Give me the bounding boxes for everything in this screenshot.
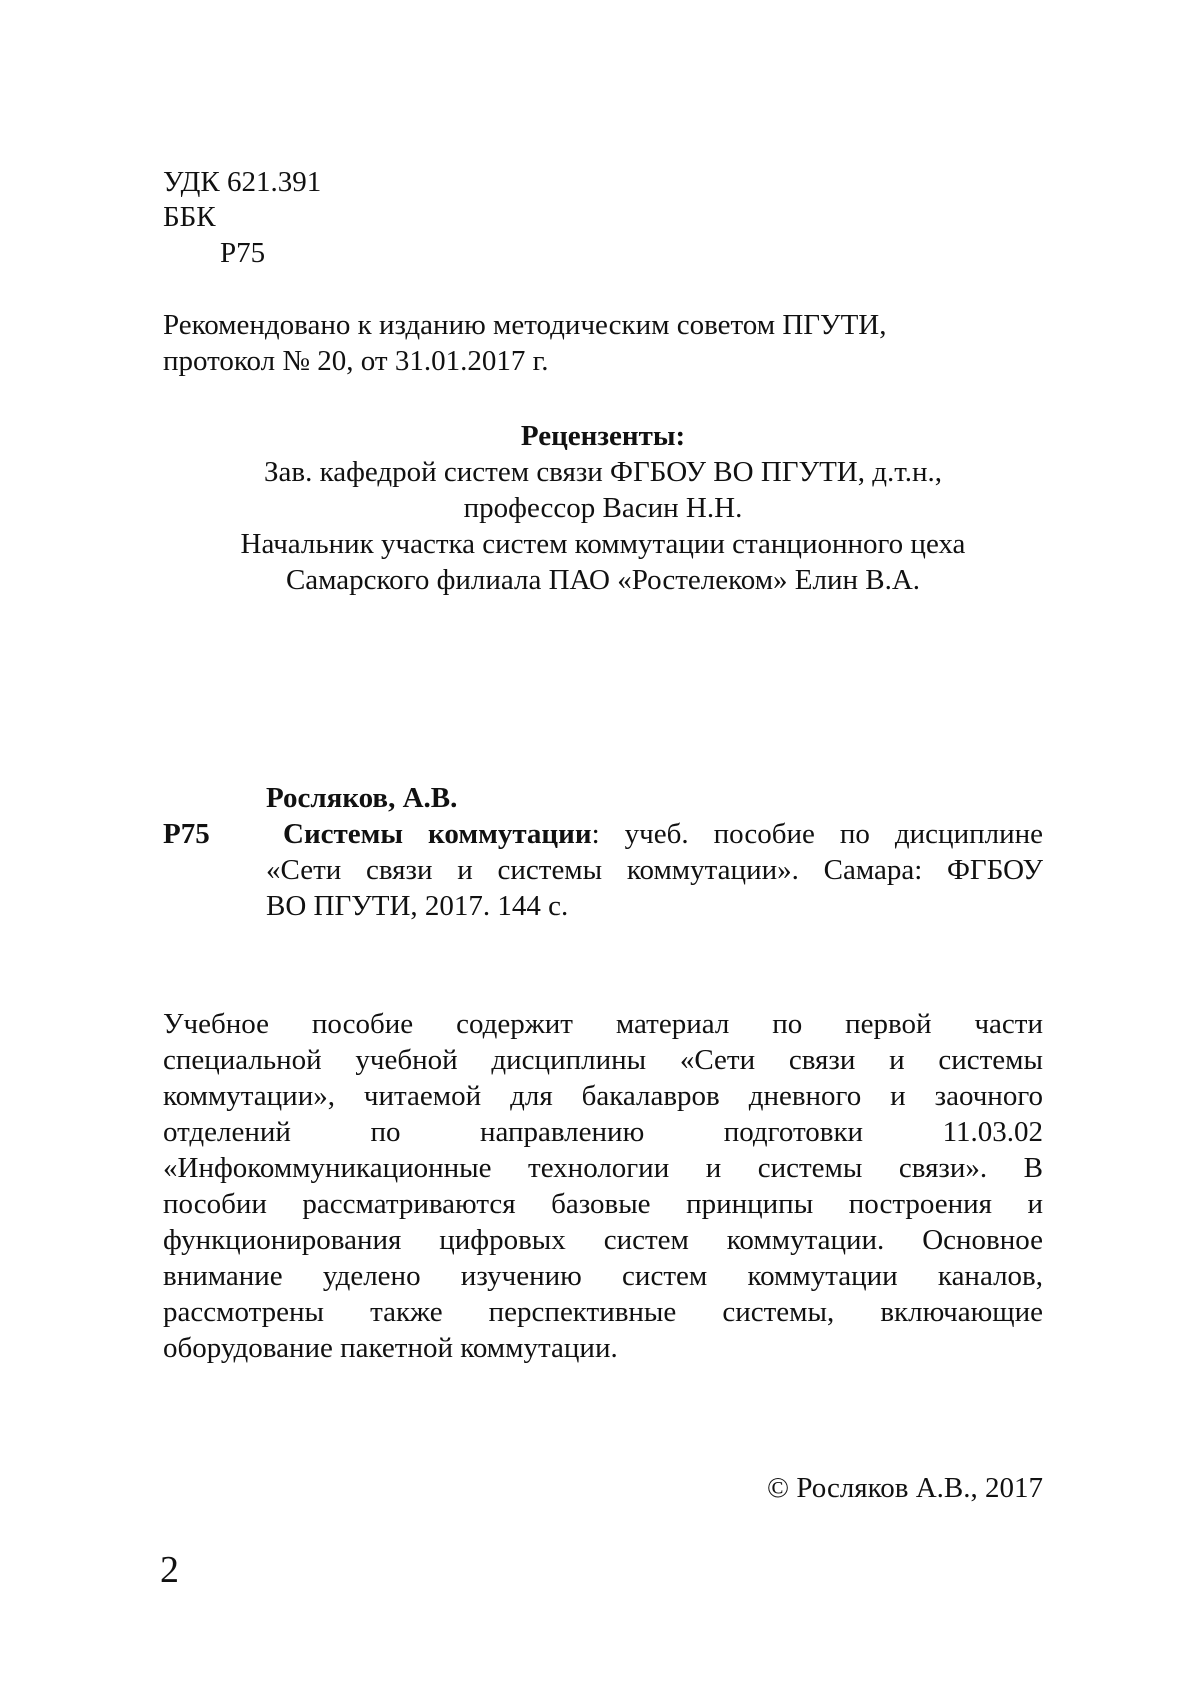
reviewer-line-2: профессор Васин Н.Н.: [463, 492, 743, 524]
abstract-line: рассмотрены также перспективные системы, включающие: [163, 1296, 1043, 1328]
bibliography-line-1-rest: : учеб. пособие по дисциплине: [591, 818, 1043, 850]
reviewer-line-1: Зав. кафедрой систем связи ФГБОУ ВО ПГУТИ, д.т.н.,: [263, 456, 942, 488]
bibliography-line-3: ВО ПГУТИ, 2017. 144 с.: [266, 890, 569, 922]
abstract-last-line: оборудование пакетной коммутации.: [163, 1332, 618, 1364]
udk-code: УДК 621.391: [163, 166, 322, 198]
abstract-line: специальной учебной дисциплины «Сети связи и системы: [163, 1044, 1043, 1076]
author-sign-code: Р75: [220, 237, 266, 269]
reviewers-title: Рецензенты:: [520, 420, 686, 452]
bibliography-line-1: [283, 816, 1043, 852]
abstract-line: Учебное пособие содержит материал по первой части: [163, 1008, 1043, 1040]
recommendation-line-2: протокол № 20, от 31.01.2017 г.: [163, 345, 549, 377]
abstract-line: внимание уделено изучению систем коммутации каналов,: [163, 1260, 1043, 1292]
abstract-line: функционирования цифровых систем коммутации. Основное: [163, 1224, 1043, 1256]
abstract-line: коммутации», читаемой для бакалавров дневного и заочного: [163, 1080, 1043, 1112]
page-number: 2: [160, 1549, 179, 1591]
recommendation-line-1: Рекомендовано к изданию методическим советом ПГУТИ,: [163, 309, 887, 341]
reviewer-line-3: Начальник участка систем коммутации станционного цеха: [240, 528, 966, 560]
reviewer-line-4: Самарского филиала ПАО «Ростелеком» Елин В.А.: [285, 564, 921, 596]
book-title: Системы коммутации: [283, 818, 592, 850]
copyright: © Росляков А.В., 2017: [767, 1472, 1043, 1504]
bibliography-author: Росляков, А.В.: [266, 782, 458, 814]
bbk-label: ББК: [163, 201, 216, 233]
bibliography-code: Р75: [163, 818, 210, 850]
abstract-line: отделений по направлению подготовки 11.03.02: [163, 1116, 1043, 1148]
abstract-line: «Инфокоммуникационные технологии и системы связи». В: [163, 1152, 1043, 1184]
abstract-line: пособии рассматриваются базовые принципы построения и: [163, 1188, 1043, 1220]
bibliography-line-2: «Сети связи и системы коммутации». Самара: ФГБОУ: [266, 854, 1043, 886]
